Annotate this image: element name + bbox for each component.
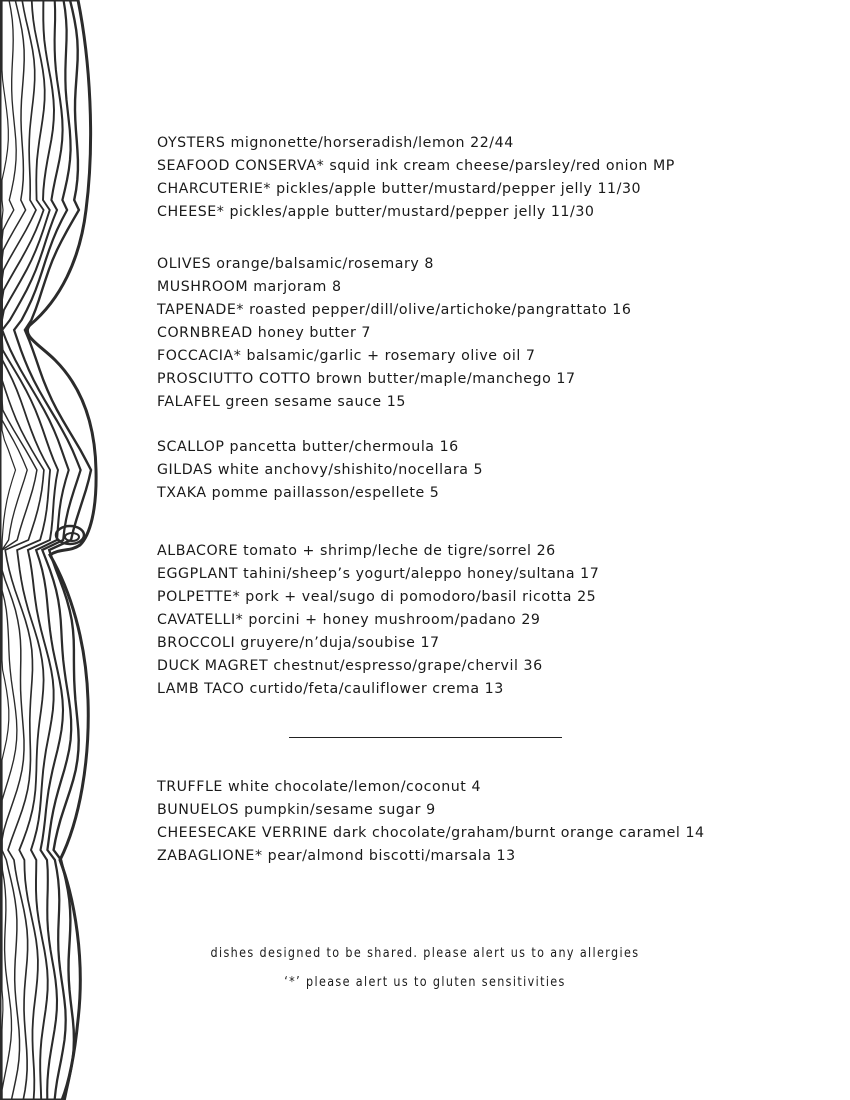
- section-divider: [289, 737, 562, 738]
- menu-item: ZABAGLIONE* pear/almond biscotti/marsala 13: [157, 848, 516, 864]
- menu-item: CORNBREAD honey butter 7: [157, 325, 371, 341]
- menu-item: FOCCACIA* balsamic/garlic + rosemary olive oil 7: [157, 348, 536, 364]
- menu-item: CAVATELLI* porcini + honey mushroom/padano 29: [157, 612, 541, 628]
- menu-item: FALAFEL green sesame sauce 15: [157, 394, 406, 410]
- menu-item: GILDAS white anchovy/shishito/nocellara 5: [157, 462, 484, 478]
- gluten-note: ‘*’ please alert us to gluten sensitivities: [284, 975, 566, 990]
- menu-section-desserts: [157, 776, 827, 868]
- menu-item: ALBACORE tomato + shrimp/leche de tigre/sorrel 26: [157, 543, 556, 559]
- menu-item: PROSCIUTTO COTTO brown butter/maple/manchego 17: [157, 371, 576, 387]
- menu-item: LAMB TACO curtido/feta/cauliflower crema 13: [157, 681, 504, 697]
- sharing-note: dishes designed to be shared. please alert us to any allergies: [210, 946, 640, 961]
- menu-item: TAPENADE* roasted pepper/dill/olive/artichoke/pangrattato 16: [157, 302, 632, 318]
- menu-section-pintxos: [157, 436, 827, 505]
- menu-item: TRUFFLE white chocolate/lemon/coconut 4: [157, 779, 482, 795]
- menu-item: CHARCUTERIE* pickles/apple butter/mustard/pepper jelly 11/30: [157, 181, 642, 197]
- menu-section-snacks: [157, 253, 827, 414]
- menu-section-raw-bar: [157, 132, 827, 224]
- menu-item: DUCK MAGRET chestnut/espresso/grape/chervil 36: [157, 658, 543, 674]
- menu-item: OYSTERS mignonette/horseradish/lemon 22/44: [157, 135, 514, 151]
- menu-item: SCALLOP pancetta butter/chermoula 16: [157, 439, 459, 455]
- oyster-shell-illustration-icon: [0, 0, 100, 1100]
- menu-item: CHEESE* pickles/apple butter/mustard/pepper jelly 11/30: [157, 204, 595, 220]
- menu-item: TXAKA pomme paillasson/espellete 5: [157, 485, 440, 501]
- menu-item: BUNUELOS pumpkin/sesame sugar 9: [157, 802, 436, 818]
- menu-item: SEAFOOD CONSERVA* squid ink cream cheese/parsley/red onion MP: [157, 158, 675, 174]
- menu-item: BROCCOLI gruyere/n’duja/soubise 17: [157, 635, 440, 651]
- menu-item: CHEESECAKE VERRINE dark chocolate/graham/burnt orange caramel 14: [157, 825, 705, 841]
- menu-section-plates: [157, 540, 827, 701]
- menu-item: MUSHROOM marjoram 8: [157, 279, 342, 295]
- menu-item: EGGPLANT tahini/sheep’s yogurt/aleppo honey/sultana 17: [157, 566, 600, 582]
- menu-item: OLIVES orange/balsamic/rosemary 8: [157, 256, 434, 272]
- oyster-ridge-line: [2, 0, 16, 1100]
- menu-item: POLPETTE* pork + veal/sugo di pomodoro/basil ricotta 25: [157, 589, 597, 605]
